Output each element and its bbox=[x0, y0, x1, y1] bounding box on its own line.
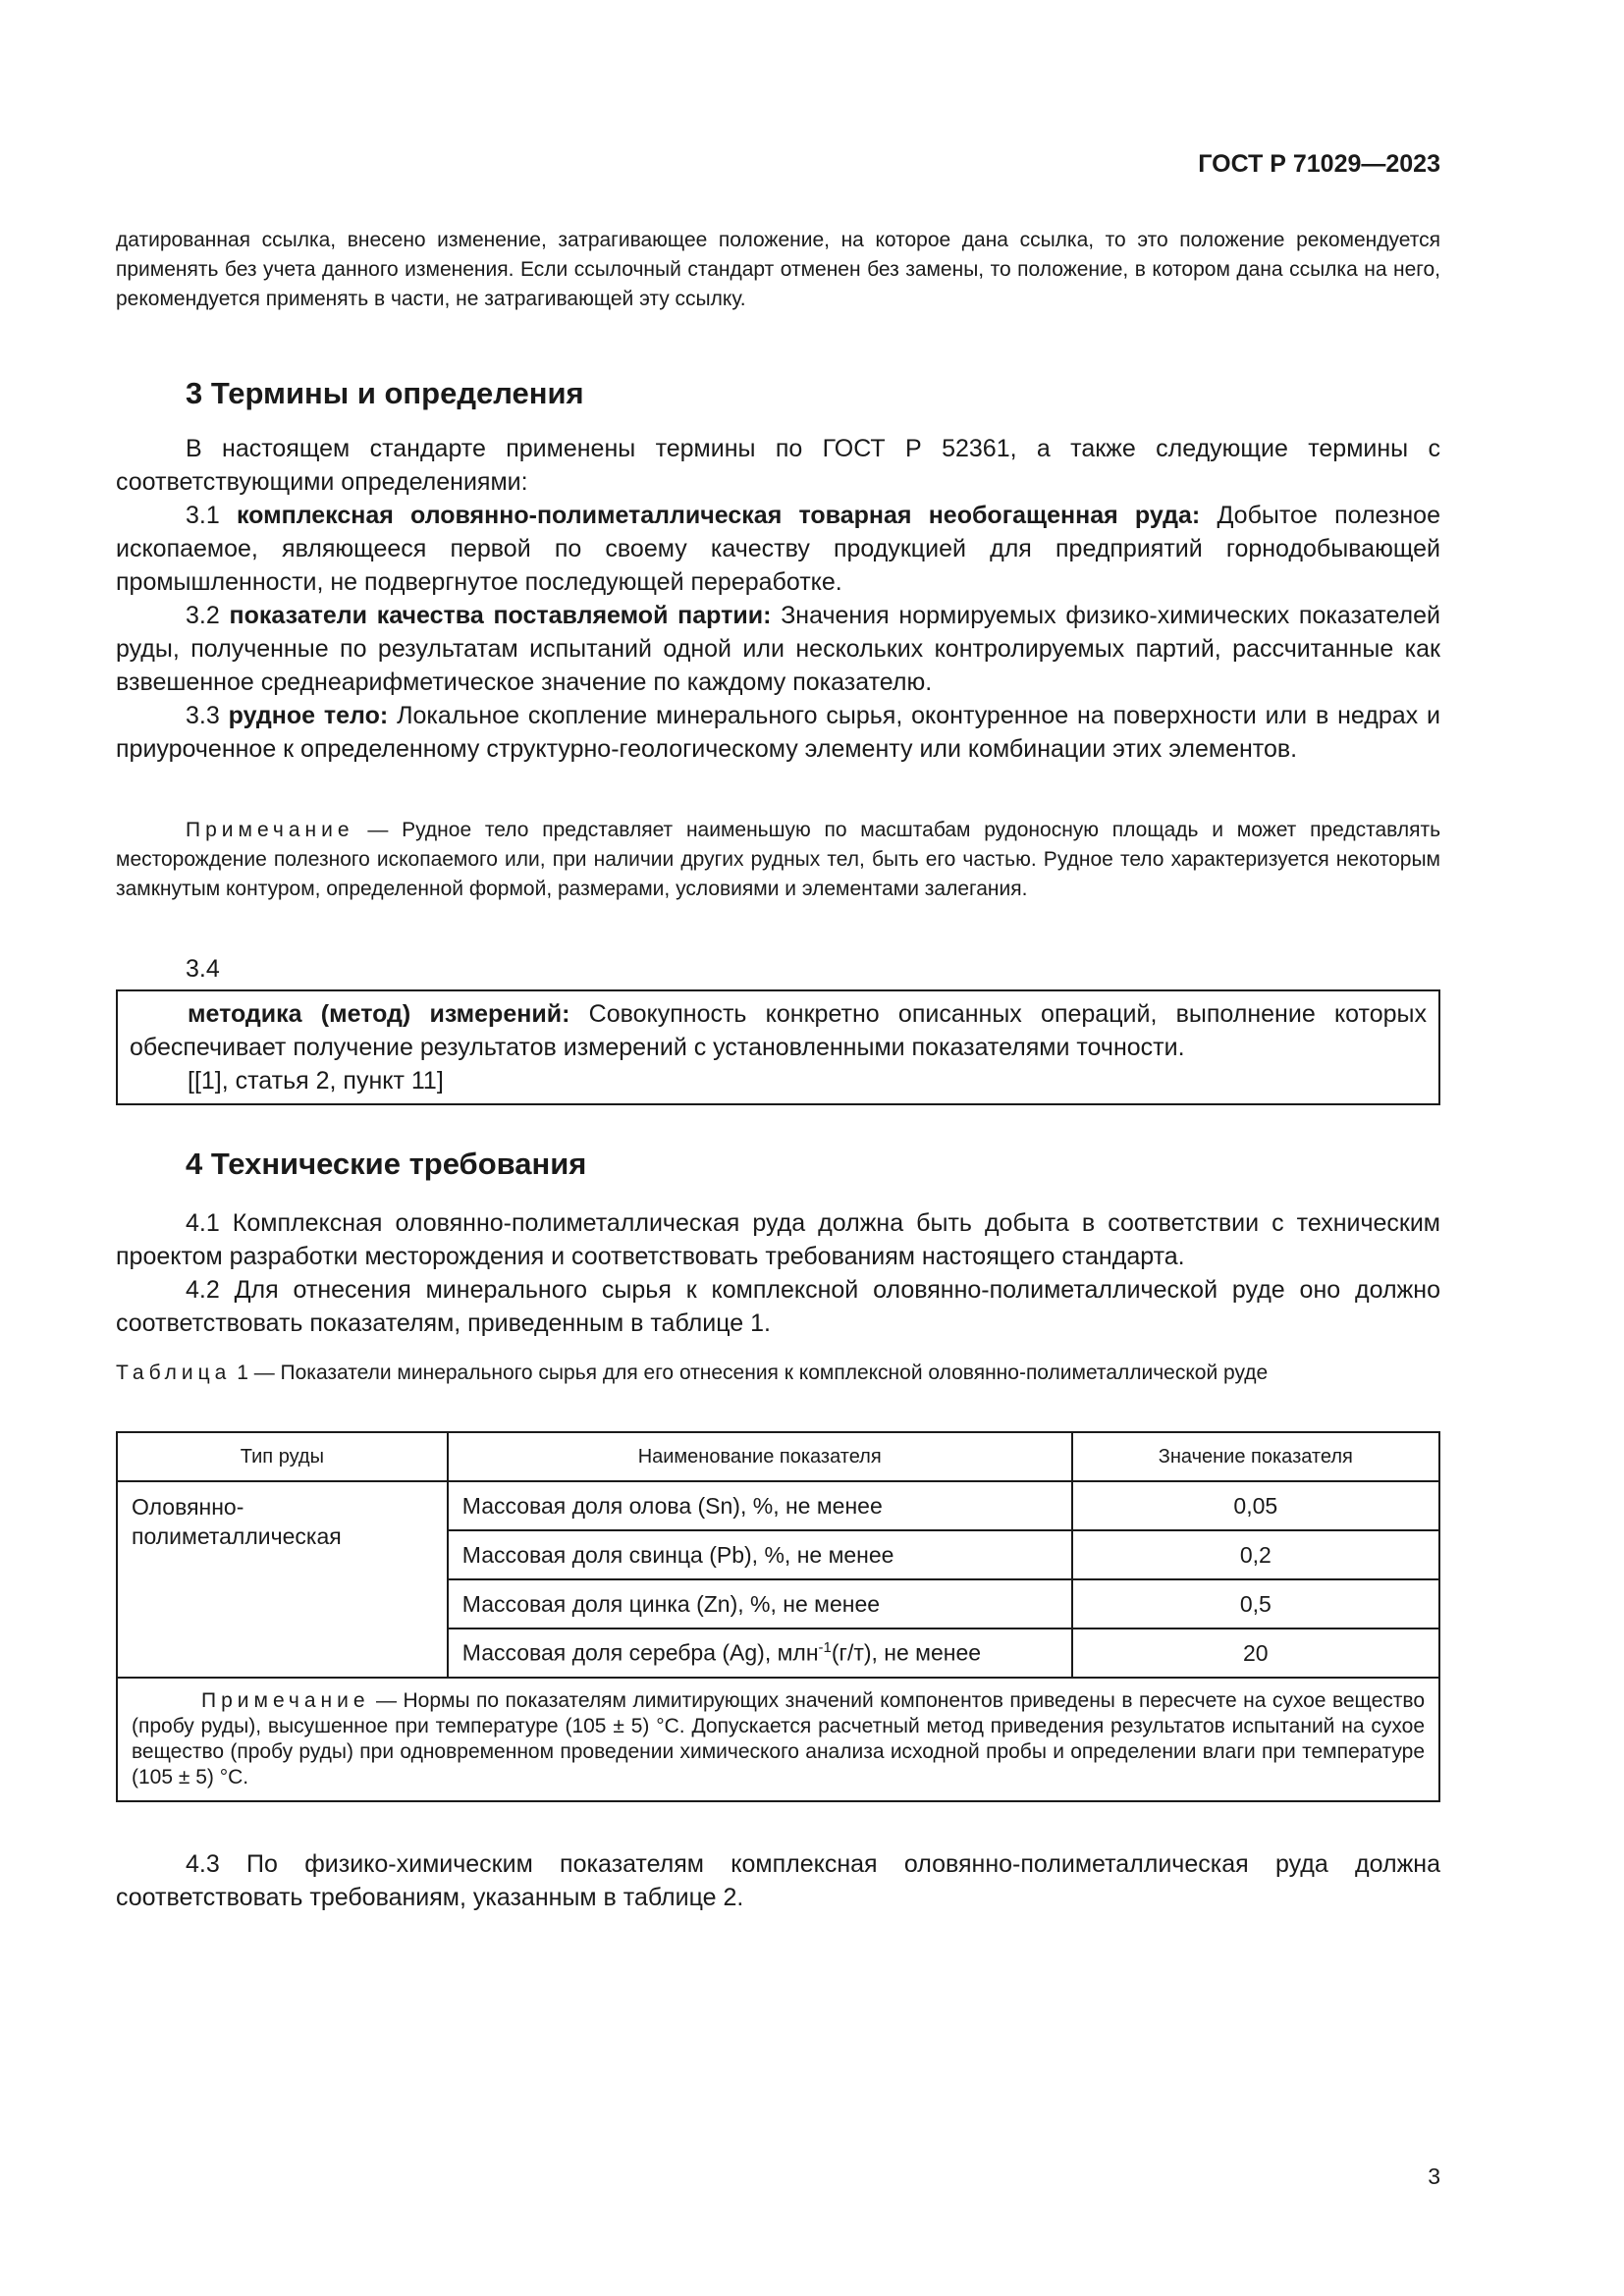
term-3-4-number: 3.4 bbox=[186, 955, 220, 983]
term-3-1: 3.1 комплексная оловянно-полиметаллическая товарная необогащенная руда: Добытое полезное ископаемое, являющееся первой по своему качеству продукцией для предприятий горнодобывающей промышленности, не подвергнутое последующей переработке. bbox=[116, 502, 1440, 596]
ore-type-cell: Оловянно-полиметаллическая bbox=[117, 1481, 448, 1678]
table-header-cell: Значение показателя bbox=[1072, 1432, 1439, 1481]
table-note-row bbox=[117, 1678, 1439, 1801]
note-label: Примечание bbox=[186, 819, 354, 841]
table-header-cell: Тип руды bbox=[117, 1432, 448, 1481]
table-note-label: Примечание bbox=[201, 1689, 370, 1712]
indicator-value-cell: 20 bbox=[1072, 1629, 1439, 1678]
indicator-value-cell: 0,05 bbox=[1072, 1481, 1439, 1530]
table-note-cell: Примечание — Нормы по показателям лимитирующих значений компонентов приведены в пересчете на сухое вещество (пробу руды), высушенное при температуре (105 ± 5) °С. Допускается расчетный метод приведения результатов испытаний на сухое вещество (пробу руды) при одновременном проведении химического анализа исходной пробы и определении влаги при температуре (105 ± 5) °С. bbox=[117, 1678, 1439, 1801]
section-4-heading: 4 Технические требования bbox=[186, 1147, 587, 1181]
term-3-4-name: методика (метод) измерений: bbox=[188, 1000, 570, 1028]
indicator-name-cell: Массовая доля свинца (Pb), %, не менее bbox=[448, 1530, 1072, 1579]
indicator-name-cell: Массовая доля серебра (Ag), млн$^{-1}$(г/т), не менее bbox=[448, 1629, 1072, 1678]
table-1-caption: Таблица 1 — Показатели минерального сырья для его отнесения к комплексной оловянно-полиметаллической руде bbox=[116, 1362, 1269, 1384]
table-1 bbox=[116, 1431, 1440, 1802]
table-header-cell: Наименование показателя bbox=[448, 1432, 1072, 1481]
term-3-2-name: показатели качества поставляемой партии: bbox=[229, 602, 772, 629]
paragraph-4-1: 4.1 Комплексная оловянно-полиметаллическая руда должна быть добыта в соответствии с техническим проектом разработки месторождения и соответствовать требованиям настоящего стандарта. bbox=[116, 1209, 1440, 1270]
indicator-name-cell: Массовая доля олова (Sn), %, не менее bbox=[448, 1481, 1072, 1530]
indicator-value-cell: 0,2 bbox=[1072, 1530, 1439, 1579]
page-number: 3 bbox=[1428, 2163, 1440, 2189]
note-3-3: Примечание — Рудное тело представляет наименьшую по масштабам рудоносную площадь и может представлять месторождение полезного ископаемого или, при наличии других рудных тел, быть его частью. Рудное тело характеризуется некоторым замкнутым контуром, определенной формой, размерами, условиями и элементами залегания. bbox=[116, 819, 1441, 900]
document-code: ГОСТ Р 71029—2023 bbox=[1198, 150, 1440, 178]
term-3-4-box: методика (метод) измерений: Совокупность конкретно описанных операций, выполнение которых обеспечивает получение результатов измерений с установленными показателями точности. [[1], статья 2, пункт 11] bbox=[116, 989, 1440, 1105]
intro-paragraph: датированная ссылка, внесено изменение, затрагивающее положение, на которое дана ссылка, то это положение рекомендуется применять без учета данного изменения. Если ссылочный стандарт отменен без замены, то положение, в котором дана ссылка на него, рекомендуется применять в части, не затрагивающей эту ссылку. bbox=[116, 229, 1440, 310]
paragraph-4-2: 4.2 Для отнесения минерального сырья к комплексной оловянно-полиметаллической руде оно должно соответствовать показателям, приведенным в таблице 1. bbox=[116, 1276, 1440, 1337]
paragraph-4-3: 4.3 По физико-химическим показателям комплексная оловянно-полиметаллическая руда должна соответствовать требованиям, указанным в таблице 2. bbox=[116, 1850, 1440, 1911]
term-3-3-name: рудное тело: bbox=[228, 702, 389, 729]
indicator-value-cell: 0,5 bbox=[1072, 1579, 1439, 1629]
term-3-4-source: [[1], статья 2, пункт 11] bbox=[188, 1067, 444, 1095]
table-header-row bbox=[117, 1432, 1439, 1481]
term-3-1-name: комплексная оловянно-полиметаллическая товарная необогащенная руда: bbox=[236, 502, 1201, 529]
term-3-3: 3.3 рудное тело: Локальное скопление минерального сырья, оконтуренное на поверхности или в недрах и приуроченное к определенному структурно-геологическому элементу или комбинации этих элементов. bbox=[116, 702, 1440, 763]
section-3-heading: 3 Термины и определения bbox=[186, 376, 584, 410]
section-3-lead: В настоящем стандарте применены термины по ГОСТ Р 52361, а также следующие термины с соответствующими определениями: bbox=[116, 435, 1440, 496]
indicator-name-cell: Массовая доля цинка (Zn), %, не менее bbox=[448, 1579, 1072, 1629]
term-3-2: 3.2 показатели качества поставляемой партии: Значения нормируемых физико-химических показателей руды, полученные по результатам испытаний одной или нескольких контролируемых партий, рассчитанные как взвешенное среднеарифметическое значение по каждому показателю. bbox=[116, 602, 1440, 696]
table-row bbox=[117, 1481, 1439, 1530]
